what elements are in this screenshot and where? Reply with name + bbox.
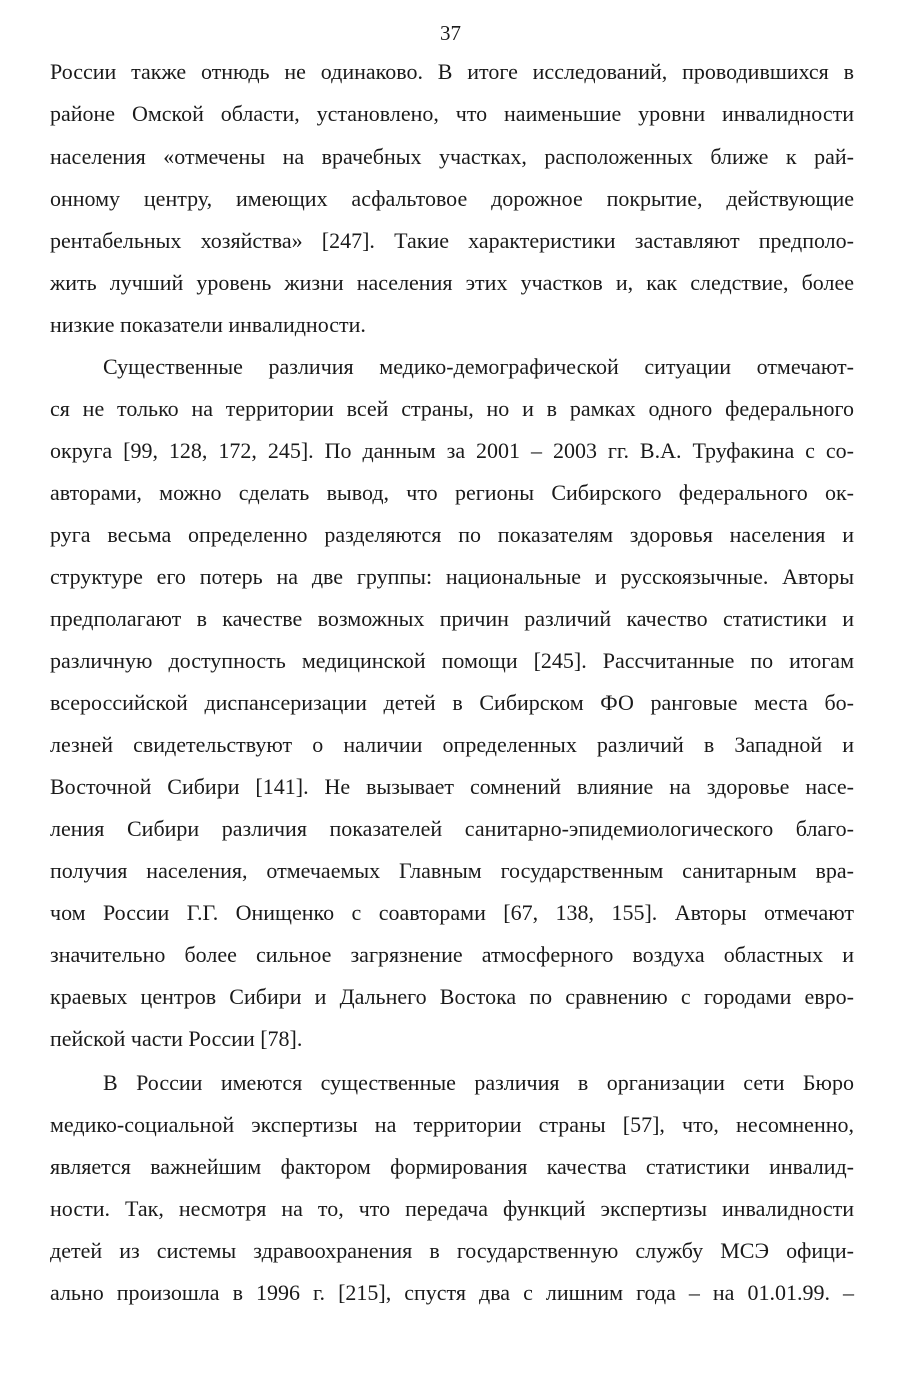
text-line: предполагают в качестве возможных причин различий качество статистики и	[50, 606, 854, 631]
text-line: детей из системы здравоохранения в государственную службу МСЭ офици-	[50, 1238, 854, 1263]
text-line: получия населения, отмечаемых Главным государственным санитарным вра-	[50, 858, 854, 883]
text-line: России также отнюдь не одинаково. В итоге исследований, проводившихся в	[50, 59, 854, 84]
text-line: краевых центров Сибири и Дальнего Востока по сравнению с городами евро-	[50, 984, 854, 1009]
text-line: онному центру, имеющих асфальтовое дорожное покрытие, действующие	[50, 186, 854, 211]
text-line: является важнейшим фактором формирования качества статистики инвалид-	[50, 1154, 854, 1179]
text-line: различную доступность медицинской помощи [245]. Рассчитанные по итогам	[50, 648, 854, 673]
text-line: пейской части России [78].	[50, 1026, 303, 1051]
text-line: Существенные различия медико-демографической ситуации отмечают-	[103, 354, 854, 379]
text-line: районе Омской области, установлено, что наименьшие уровни инвалидности	[50, 101, 854, 126]
text-line: лезней свидетельствуют о наличии определенных различий в Западной и	[50, 732, 854, 757]
text-line: авторами, можно сделать вывод, что регионы Сибирского федерального ок-	[50, 480, 854, 505]
text-line: структуре его потерь на две группы: национальные и русскоязычные. Авторы	[50, 564, 854, 589]
text-line: чом России Г.Г. Онищенко с соавторами [67, 138, 155]. Авторы отмечают	[50, 900, 854, 925]
text-line: рентабельных хозяйства» [247]. Такие характеристики заставляют предполо-	[50, 228, 854, 253]
text-line: медико-социальной экспертизы на территории страны [57], что, несомненно,	[50, 1112, 854, 1137]
text-line: всероссийской диспансеризации детей в Сибирском ФО ранговые места бо-	[50, 690, 854, 715]
text-line: ления Сибири различия показателей санитарно-эпидемиологического благо-	[50, 816, 854, 841]
text-line: населения «отмечены на врачебных участках, расположенных ближе к рай-	[50, 144, 854, 169]
text-line: Восточной Сибири [141]. Не вызывает сомнений влияние на здоровье насе-	[50, 774, 854, 799]
page-number: 37	[440, 21, 461, 45]
text-line: ально произошла в 1996 г. [215], спустя два с лишним года – на 01.01.99. –	[50, 1280, 854, 1305]
text-line: жить лучший уровень жизни населения этих участков и, как следствие, более	[50, 270, 854, 295]
text-line: низкие показатели инвалидности.	[50, 312, 366, 337]
text-line: ности. Так, несмотря на то, что передача функций экспертизы инвалидности	[50, 1196, 854, 1221]
text-line: значительно более сильное загрязнение атмосферного воздуха областных и	[50, 942, 854, 967]
text-line: округа [99, 128, 172, 245]. По данным за 2001 – 2003 гг. В.А. Труфакина с со-	[50, 438, 854, 463]
text-line: руга весьма определенно разделяются по показателям здоровья населения и	[50, 522, 854, 547]
text-line: ся не только на территории всей страны, но и в рамках одного федерального	[50, 396, 854, 421]
text-line: В России имеются существенные различия в организации сети Бюро	[103, 1070, 854, 1095]
